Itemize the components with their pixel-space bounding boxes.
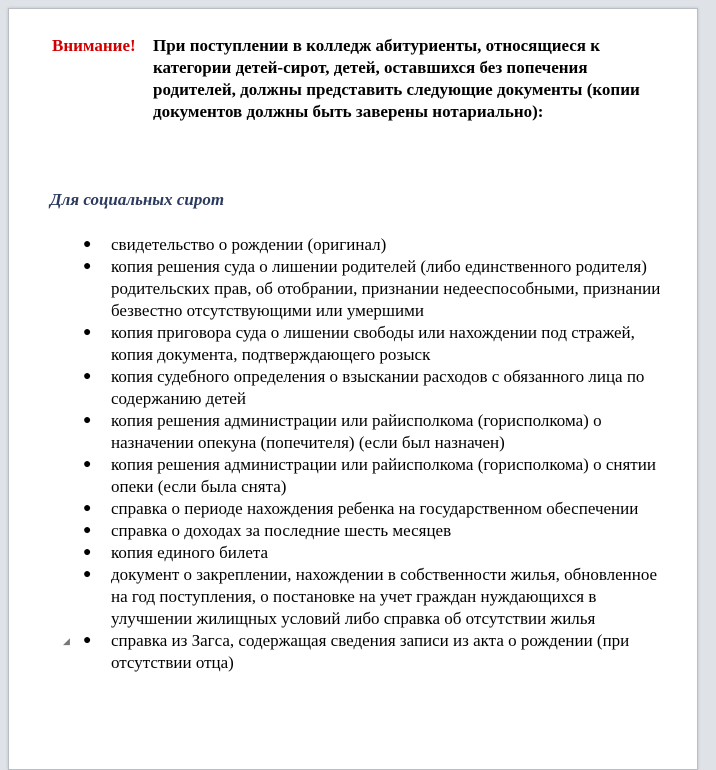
bullet-icon: ●: [83, 545, 92, 560]
bullet-icon: ●: [83, 259, 92, 274]
bullet-icon: ●: [83, 633, 92, 648]
bullet-icon: ●: [83, 523, 92, 538]
list-item: [9, 234, 697, 256]
list-item-text: документ о закреплении, нахождении в собственности жилья, обновленное на год поступления, о постановке на учет граждан нуждающихся в улучшении жилищных условий либо справка об отсутствии жилья: [111, 565, 658, 628]
warning-label: Внимание!: [52, 36, 136, 55]
list-item: [9, 454, 697, 498]
list-item-text: справка из Загса, содержащая сведения записи из акта о рождении (при отсутствии отца): [111, 631, 630, 672]
list-item-text: справка о доходах за последние шесть месяцев: [111, 521, 452, 540]
bullet-icon: ●: [83, 237, 92, 252]
bullet-icon: ●: [83, 413, 92, 428]
notice-text: При поступлении в колледж абитуриенты, относящиеся к категории детей-сирот, детей, оставшихся без попечения родителей, должны представить следующие документы (копии документов должны быть заверены нотариально):: [153, 36, 640, 121]
document-page: [8, 8, 698, 770]
bullet-icon: ●: [83, 567, 92, 582]
list-item: [9, 410, 697, 454]
bullet-icon: ●: [83, 501, 92, 516]
list-item: [9, 564, 697, 630]
list-item-text: копия приговора суда о лишении свободы или нахождении под стражей, копия документа, подтверждающего розыск: [111, 323, 635, 364]
list-item: [9, 542, 697, 564]
list-item: [9, 630, 697, 674]
list-item-text: свидетельство о рождении (оригинал): [111, 235, 387, 254]
list-item-text: копия единого билета: [111, 543, 269, 562]
section-heading: Для социальных сирот: [50, 190, 225, 209]
list-item-text: копия решения администрации или райисполкома (горисполкома) о назначении опекуна (попечителя) (если был назначен): [111, 411, 602, 452]
list-item: [9, 520, 697, 542]
list-item-text: копия судебного определения о взыскании расходов с обязанного лица по содержанию детей: [111, 367, 645, 408]
documents-list: [9, 234, 697, 674]
list-item: [9, 366, 697, 410]
list-item: [9, 256, 697, 322]
collapse-triangle-icon[interactable]: ◢: [63, 636, 70, 646]
bullet-icon: ●: [83, 457, 92, 472]
bullet-icon: ●: [83, 369, 92, 384]
list-item-text: копия решения администрации или райисполкома (горисполкома) о снятии опеки (если была снята): [111, 455, 656, 496]
list-item-text: копия решения суда о лишении родителей (либо единственного родителя) родительских прав, об отобрании, признании недееспособными, признании безвестно отсутствующими или умершими: [111, 257, 661, 320]
bullet-icon: ●: [83, 325, 92, 340]
list-item-text: справка о периоде нахождения ребенка на государственном обеспечении: [111, 499, 639, 518]
list-item: [9, 322, 697, 366]
list-item: [9, 498, 697, 520]
notice-paragraph: [52, 35, 672, 123]
